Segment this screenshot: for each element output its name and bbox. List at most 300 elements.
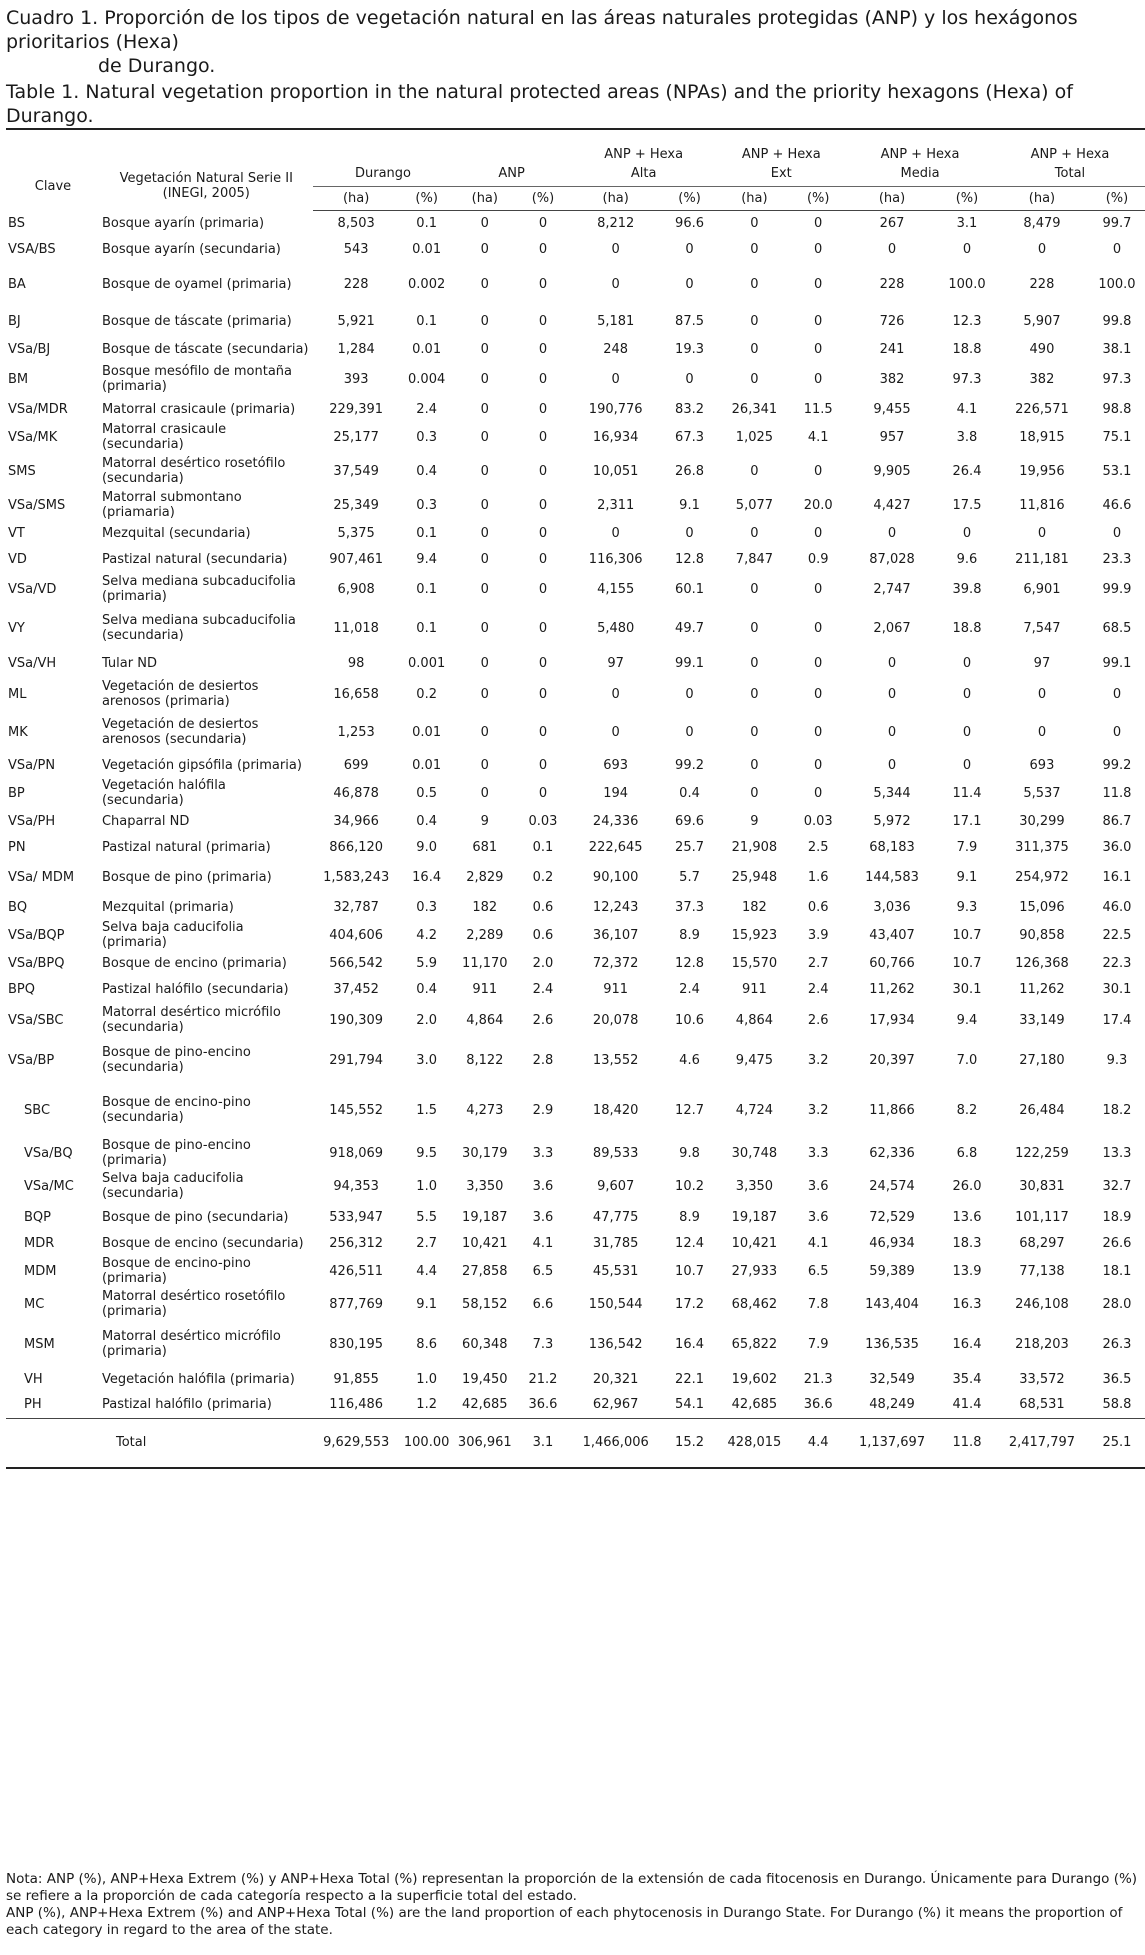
cell-hectares: 4,155 bbox=[597, 581, 635, 597]
cell-percent: 0 bbox=[685, 276, 694, 292]
cell-hectares: 0 bbox=[750, 655, 759, 671]
cell-percent: 0.03 bbox=[803, 813, 833, 829]
cell-hectares: 0 bbox=[750, 525, 759, 541]
cell-percent: 0 bbox=[814, 371, 823, 387]
row-vegetation-name: Matorral submontano (priamaria) bbox=[101, 490, 242, 520]
cell-percent: 38.1 bbox=[1102, 341, 1132, 357]
cell-hectares: 693 bbox=[603, 757, 629, 773]
cell-hectares: 0 bbox=[611, 525, 620, 541]
row-code: VY bbox=[8, 620, 25, 636]
cell-hectares: 19,450 bbox=[462, 1371, 508, 1387]
cell-hectares: 34,966 bbox=[333, 813, 379, 829]
cell-hectares: 31,785 bbox=[592, 1235, 639, 1251]
cell-percent: 0.01 bbox=[412, 757, 442, 773]
cell-hectares: 11,170 bbox=[462, 955, 508, 971]
cell-hectares: 94,353 bbox=[333, 1178, 379, 1194]
cell-hectares: 37,452 bbox=[333, 981, 379, 997]
cell-percent: 3.3 bbox=[807, 1145, 829, 1161]
cell-hectares: 19,602 bbox=[731, 1371, 778, 1387]
table-row bbox=[6, 752, 1145, 778]
cell-hectares: 68,462 bbox=[731, 1296, 778, 1312]
cell-hectares: 19,187 bbox=[462, 1209, 508, 1225]
cell-percent: 10.6 bbox=[675, 1012, 704, 1028]
cell-hectares: 0 bbox=[1037, 241, 1047, 257]
cell-percent: 6.8 bbox=[956, 1145, 978, 1161]
header-vegetacion bbox=[100, 162, 313, 210]
cell-hectares: 32,787 bbox=[333, 899, 379, 915]
header-durango: Durango bbox=[313, 162, 454, 186]
cell-hectares: 699 bbox=[343, 757, 369, 773]
header-clave: Clave bbox=[34, 178, 72, 194]
cell-percent: 0.9 bbox=[807, 551, 829, 567]
cell-percent: 0.03 bbox=[528, 813, 558, 829]
header-unit-pct: (%) bbox=[400, 186, 454, 210]
cell-hectares: 42,685 bbox=[462, 1397, 508, 1413]
cell-hectares: 122,259 bbox=[1015, 1145, 1069, 1161]
cell-percent: 0.01 bbox=[412, 724, 442, 740]
row-code: VSa/MC bbox=[24, 1178, 74, 1194]
cell-hectares: 77,138 bbox=[1019, 1263, 1065, 1279]
cell-hectares: 30,831 bbox=[1019, 1178, 1065, 1194]
cell-hectares: 957 bbox=[879, 429, 905, 445]
cell-hectares: 0 bbox=[887, 655, 897, 671]
cell-hectares: 0 bbox=[1037, 724, 1047, 740]
note-english: ANP (%), ANP+Hexa Extrem (%) and ANP+Hexa Total (%) are the land proportion of each phytocenosis in Durango State. For Durango (%) it means the proportion of each category in regard to the area of the state. bbox=[6, 1905, 1123, 1938]
cell-hectares: 866,120 bbox=[329, 839, 384, 855]
total-row bbox=[6, 1418, 1145, 1468]
row-code: VSa/BQP bbox=[8, 927, 65, 943]
cell-percent: 12.8 bbox=[675, 551, 704, 567]
cell-hectares: 90,100 bbox=[592, 869, 639, 885]
cell-hectares: 6,908 bbox=[337, 581, 375, 597]
cell-percent: 0 bbox=[814, 785, 823, 801]
row-code: BPQ bbox=[8, 981, 35, 997]
cell-percent: 17.1 bbox=[952, 813, 982, 829]
cell-percent: 0.3 bbox=[416, 899, 437, 915]
row-code: VSa/BP bbox=[8, 1052, 55, 1068]
cell-percent: 17.4 bbox=[1102, 1012, 1132, 1028]
cell-percent: 7.8 bbox=[807, 1296, 829, 1312]
table-body bbox=[6, 210, 1145, 1468]
cell-hectares: 25,349 bbox=[333, 497, 379, 513]
cell-hectares: 136,542 bbox=[588, 1336, 643, 1352]
cell-hectares: 9,905 bbox=[873, 463, 911, 479]
row-code: BM bbox=[8, 371, 29, 387]
cell-hectares: 4,724 bbox=[735, 1102, 774, 1118]
cell-percent: 54.1 bbox=[675, 1397, 704, 1413]
row-vegetation-name: Pastizal halófilo (secundaria) bbox=[101, 981, 289, 997]
cell-percent: 0 bbox=[685, 525, 694, 541]
table-note bbox=[6, 1871, 1141, 1939]
caption-spanish-line1: Cuadro 1. Proporción de los tipos de vegetación natural en las áreas naturales protegidas (ANP) y los hexágonos prioritarios (Hexa) bbox=[6, 7, 1078, 53]
cell-percent: 28.0 bbox=[1102, 1296, 1132, 1312]
cell-percent: 58.8 bbox=[1102, 1397, 1132, 1413]
total-percent: 11.8 bbox=[939, 1418, 995, 1468]
cell-hectares: 228 bbox=[879, 276, 905, 292]
cell-percent: 0 bbox=[814, 581, 823, 597]
total-hectares: 1,137,697 bbox=[845, 1418, 939, 1468]
row-vegetation-name: Mezquital (secundaria) bbox=[101, 525, 251, 541]
row-vegetation-name: Bosque de encino-pino (secundaria) bbox=[101, 1095, 251, 1125]
cell-percent: 18.2 bbox=[1102, 1102, 1132, 1118]
cell-hectares: 5,480 bbox=[597, 620, 635, 636]
cell-percent: 8.9 bbox=[679, 1209, 700, 1225]
cell-percent: 0.1 bbox=[416, 581, 437, 597]
cell-hectares: 26,484 bbox=[1019, 1102, 1065, 1118]
table-row bbox=[6, 572, 1145, 606]
cell-hectares: 60,766 bbox=[869, 955, 915, 971]
cell-percent: 11.8 bbox=[1102, 785, 1132, 801]
cell-percent: 16.4 bbox=[675, 1336, 704, 1352]
cell-hectares: 15,923 bbox=[731, 927, 778, 943]
cell-hectares: 0 bbox=[480, 371, 489, 387]
cell-hectares: 256,312 bbox=[329, 1235, 384, 1251]
cell-hectares: 9,475 bbox=[735, 1052, 774, 1068]
cell-percent: 32.7 bbox=[1102, 1178, 1132, 1194]
cell-percent: 0 bbox=[814, 313, 823, 329]
cell-hectares: 10,421 bbox=[462, 1235, 508, 1251]
cell-percent: 0 bbox=[538, 551, 548, 567]
cell-percent: 3.1 bbox=[956, 215, 978, 231]
row-vegetation-name: Bosque de pino-encino (primaria) bbox=[101, 1138, 251, 1168]
cell-hectares: 190,776 bbox=[588, 401, 643, 417]
cell-hectares: 68,183 bbox=[869, 839, 915, 855]
cell-percent: 10.2 bbox=[675, 1178, 704, 1194]
cell-percent: 9.4 bbox=[956, 1012, 978, 1028]
row-vegetation-name: Bosque de encino (primaria) bbox=[101, 955, 287, 971]
row-code: SMS bbox=[8, 463, 36, 479]
cell-percent: 12.7 bbox=[675, 1102, 704, 1118]
cell-hectares: 0 bbox=[887, 686, 897, 702]
cell-hectares: 90,858 bbox=[1019, 927, 1065, 943]
table-row bbox=[6, 950, 1145, 976]
cell-percent: 36.6 bbox=[803, 1397, 833, 1413]
cell-percent: 30.1 bbox=[1102, 981, 1132, 997]
cell-percent: 2.6 bbox=[532, 1012, 554, 1028]
cell-percent: 0 bbox=[814, 655, 823, 671]
row-vegetation-name: Bosque de oyamel (primaria) bbox=[101, 276, 292, 292]
cell-percent: 4.6 bbox=[679, 1052, 700, 1068]
total-hectares: 1,466,006 bbox=[570, 1418, 662, 1468]
cell-hectares: 27,858 bbox=[462, 1263, 508, 1279]
cell-percent: 9.0 bbox=[416, 839, 437, 855]
cell-percent: 83.2 bbox=[675, 401, 704, 417]
cell-percent: 0.004 bbox=[408, 371, 446, 387]
cell-percent: 9.3 bbox=[956, 899, 978, 915]
cell-percent: 46.0 bbox=[1102, 899, 1132, 915]
cell-hectares: 42,685 bbox=[731, 1397, 778, 1413]
cell-percent: 11.4 bbox=[952, 785, 982, 801]
cell-percent: 0 bbox=[538, 371, 548, 387]
cell-hectares: 382 bbox=[1029, 371, 1055, 387]
header-unit-pct: (%) bbox=[516, 186, 570, 210]
cell-percent: 39.8 bbox=[952, 581, 982, 597]
cell-percent: 99.9 bbox=[1102, 581, 1132, 597]
cell-percent: 18.9 bbox=[1102, 1209, 1132, 1225]
cell-hectares: 60,348 bbox=[462, 1336, 508, 1352]
cell-percent: 26.4 bbox=[952, 463, 982, 479]
header-alta: Alta bbox=[570, 162, 718, 186]
cell-percent: 3.2 bbox=[807, 1052, 829, 1068]
cell-percent: 16.4 bbox=[952, 1336, 982, 1352]
row-vegetation-name: Selva baja caducifolia (secundaria) bbox=[101, 1171, 244, 1201]
row-vegetation-name: Mezquital (primaria) bbox=[101, 899, 234, 915]
cell-percent: 0 bbox=[538, 655, 548, 671]
cell-hectares: 5,921 bbox=[337, 313, 375, 329]
row-code: VSa/MK bbox=[8, 429, 58, 445]
row-code: SBC bbox=[24, 1102, 51, 1118]
table-row bbox=[6, 808, 1145, 834]
cell-hectares: 0 bbox=[1037, 525, 1047, 541]
cell-hectares: 33,149 bbox=[1019, 1012, 1065, 1028]
cell-hectares: 91,855 bbox=[333, 1371, 379, 1387]
header-vegetacion-line2: (INEGI, 2005) bbox=[162, 186, 250, 201]
header-anp-hexa-media-group: ANP + Hexa bbox=[845, 129, 995, 162]
cell-percent: 9.4 bbox=[416, 551, 437, 567]
row-vegetation-name: Selva mediana subcaducifolia (secundaria) bbox=[101, 613, 296, 643]
cell-hectares: 3,350 bbox=[466, 1178, 504, 1194]
cell-percent: 0.01 bbox=[412, 241, 442, 257]
cell-hectares: 0 bbox=[480, 785, 489, 801]
cell-hectares: 0 bbox=[611, 241, 620, 257]
cell-hectares: 0 bbox=[480, 241, 489, 257]
cell-hectares: 0 bbox=[480, 655, 489, 671]
row-code: BQ bbox=[8, 899, 28, 915]
cell-percent: 3.6 bbox=[807, 1209, 829, 1225]
cell-percent: 3.6 bbox=[532, 1178, 554, 1194]
cell-hectares: 4,427 bbox=[873, 497, 911, 513]
cell-hectares: 32,549 bbox=[869, 1371, 915, 1387]
cell-hectares: 3,036 bbox=[873, 899, 911, 915]
cell-hectares: 16,934 bbox=[592, 429, 639, 445]
cell-percent: 0 bbox=[538, 620, 548, 636]
cell-hectares: 229,391 bbox=[329, 401, 384, 417]
header-anp-hexa-alta-group: ANP + Hexa bbox=[570, 129, 718, 162]
row-code: VSa/PH bbox=[8, 813, 56, 829]
table-row bbox=[6, 1286, 1145, 1322]
row-vegetation-name: Vegetación de desiertos arenosos (secundaria) bbox=[101, 717, 259, 747]
cell-hectares: 693 bbox=[1029, 757, 1055, 773]
cell-percent: 0 bbox=[538, 525, 548, 541]
cell-percent: 0 bbox=[962, 241, 972, 257]
cell-hectares: 0 bbox=[480, 463, 489, 479]
cell-hectares: 0 bbox=[887, 757, 897, 773]
cell-percent: 100.0 bbox=[948, 276, 986, 292]
cell-hectares: 9,607 bbox=[597, 1178, 635, 1194]
cell-hectares: 9 bbox=[480, 813, 489, 829]
row-vegetation-name: Bosque de táscate (secundaria) bbox=[101, 341, 309, 357]
cell-percent: 0.1 bbox=[416, 525, 437, 541]
table-header bbox=[6, 129, 1145, 210]
table-row bbox=[6, 396, 1145, 422]
cell-hectares: 393 bbox=[343, 371, 369, 387]
cell-percent: 6.6 bbox=[532, 1296, 554, 1312]
cell-percent: 36.5 bbox=[1102, 1371, 1132, 1387]
cell-percent: 0 bbox=[538, 313, 548, 329]
cell-hectares: 65,822 bbox=[731, 1336, 778, 1352]
cell-percent: 2.4 bbox=[679, 981, 700, 997]
cell-percent: 0 bbox=[962, 525, 972, 541]
cell-percent: 37.3 bbox=[675, 899, 704, 915]
table-row bbox=[6, 210, 1145, 236]
cell-hectares: 20,078 bbox=[592, 1012, 639, 1028]
row-vegetation-name: Matorral crasicaule (primaria) bbox=[101, 401, 296, 417]
cell-percent: 5.7 bbox=[679, 869, 700, 885]
total-percent: 100.00 bbox=[400, 1418, 454, 1468]
cell-percent: 8.2 bbox=[956, 1102, 978, 1118]
cell-percent: 9.1 bbox=[679, 497, 700, 513]
cell-percent: 67.3 bbox=[675, 429, 704, 445]
cell-percent: 60.1 bbox=[675, 581, 704, 597]
cell-hectares: 0 bbox=[480, 620, 489, 636]
cell-percent: 26.0 bbox=[952, 1178, 982, 1194]
cell-percent: 22.1 bbox=[675, 1371, 704, 1387]
cell-hectares: 0 bbox=[480, 724, 489, 740]
cell-hectares: 11,262 bbox=[869, 981, 915, 997]
cell-hectares: 0 bbox=[480, 215, 489, 231]
cell-hectares: 9,455 bbox=[873, 401, 911, 417]
cell-percent: 0 bbox=[538, 581, 548, 597]
caption-english: Table 1. Natural vegetation proportion in the natural protected areas (NPAs) and the priority hexagons (Hexa) of Durango. bbox=[6, 81, 1073, 127]
cell-percent: 10.7 bbox=[952, 927, 982, 943]
table-row bbox=[6, 778, 1145, 808]
cell-hectares: 5,907 bbox=[1023, 313, 1061, 329]
row-code: PH bbox=[24, 1397, 42, 1413]
cell-percent: 9.6 bbox=[956, 551, 978, 567]
row-vegetation-name: Vegetación halófila (primaria) bbox=[101, 1371, 295, 1387]
cell-hectares: 0 bbox=[480, 497, 489, 513]
table-row bbox=[6, 676, 1145, 712]
cell-percent: 6.5 bbox=[807, 1263, 829, 1279]
cell-percent: 2.6 bbox=[807, 1012, 829, 1028]
cell-hectares: 0 bbox=[480, 551, 489, 567]
total-hectares: 428,015 bbox=[718, 1418, 792, 1468]
cell-percent: 7.9 bbox=[956, 839, 978, 855]
cell-percent: 3.0 bbox=[416, 1052, 437, 1068]
cell-percent: 68.5 bbox=[1102, 620, 1132, 636]
cell-hectares: 6,901 bbox=[1023, 581, 1061, 597]
row-vegetation-name: Vegetación de desiertos arenosos (primaria) bbox=[101, 679, 259, 709]
cell-percent: 17.2 bbox=[675, 1296, 704, 1312]
row-vegetation-name: Pastizal natural (secundaria) bbox=[101, 551, 288, 567]
cell-hectares: 2,829 bbox=[466, 869, 504, 885]
table-row bbox=[6, 1322, 1145, 1366]
cell-percent: 0 bbox=[1112, 241, 1122, 257]
row-code: VSa/ MDM bbox=[8, 869, 75, 885]
cell-percent: 99.8 bbox=[1102, 313, 1132, 329]
cell-percent: 96.6 bbox=[675, 215, 704, 231]
cell-hectares: 144,583 bbox=[865, 869, 919, 885]
cell-percent: 0 bbox=[685, 241, 694, 257]
cell-hectares: 89,533 bbox=[592, 1145, 639, 1161]
cell-hectares: 27,180 bbox=[1019, 1052, 1065, 1068]
row-code: VSa/BJ bbox=[8, 341, 51, 357]
cell-hectares: 21,908 bbox=[731, 839, 778, 855]
caption-spanish-line2: de Durango. bbox=[98, 55, 216, 77]
cell-hectares: 18,420 bbox=[592, 1102, 639, 1118]
cell-hectares: 20,321 bbox=[592, 1371, 639, 1387]
table-row bbox=[6, 452, 1145, 490]
cell-percent: 86.7 bbox=[1102, 813, 1132, 829]
cell-percent: 12.8 bbox=[675, 955, 704, 971]
cell-hectares: 241 bbox=[879, 341, 905, 357]
vegetation-table bbox=[6, 128, 1145, 1469]
row-code: BP bbox=[8, 785, 25, 801]
row-vegetation-name: Bosque ayarín (primaria) bbox=[101, 215, 265, 231]
cell-hectares: 0 bbox=[480, 581, 489, 597]
table-row bbox=[6, 422, 1145, 452]
header-unit-pct: (%) bbox=[939, 186, 995, 210]
header-unit-pct: (%) bbox=[791, 186, 845, 210]
cell-percent: 4.4 bbox=[416, 1263, 437, 1279]
cell-hectares: 0 bbox=[750, 276, 759, 292]
table-row bbox=[6, 606, 1145, 650]
cell-percent: 26.3 bbox=[1102, 1336, 1132, 1352]
cell-percent: 4.1 bbox=[532, 1235, 554, 1251]
total-percent: 3.1 bbox=[516, 1418, 570, 1468]
cell-hectares: 0 bbox=[480, 757, 489, 773]
table-row bbox=[6, 1038, 1145, 1082]
cell-percent: 4.2 bbox=[416, 927, 437, 943]
cell-percent: 99.2 bbox=[675, 757, 704, 773]
cell-percent: 2.7 bbox=[807, 955, 829, 971]
cell-percent: 13.3 bbox=[1102, 1145, 1132, 1161]
cell-hectares: 25,948 bbox=[731, 869, 778, 885]
row-vegetation-name: Bosque ayarín (secundaria) bbox=[101, 241, 281, 257]
header-total: Total bbox=[995, 162, 1145, 186]
cell-percent: 13.6 bbox=[952, 1209, 982, 1225]
header-ext: Ext bbox=[718, 162, 846, 186]
cell-hectares: 182 bbox=[742, 899, 767, 915]
table-row bbox=[6, 834, 1145, 860]
cell-percent: 0 bbox=[538, 463, 548, 479]
cell-percent: 9.3 bbox=[1106, 1052, 1128, 1068]
cell-hectares: 19,187 bbox=[731, 1209, 778, 1225]
cell-percent: 22.3 bbox=[1102, 955, 1132, 971]
cell-percent: 5.9 bbox=[416, 955, 437, 971]
header-unit-ha: (ha) bbox=[718, 186, 792, 210]
cell-hectares: 59,389 bbox=[869, 1263, 915, 1279]
table-row bbox=[6, 1168, 1145, 1204]
cell-hectares: 36,107 bbox=[592, 927, 639, 943]
row-code: VH bbox=[24, 1371, 43, 1387]
cell-hectares: 1,025 bbox=[735, 429, 774, 445]
row-code: VSa/VD bbox=[8, 581, 57, 597]
cell-hectares: 222,645 bbox=[588, 839, 643, 855]
cell-percent: 3.3 bbox=[532, 1145, 554, 1161]
cell-hectares: 4,273 bbox=[466, 1102, 504, 1118]
cell-percent: 3.2 bbox=[807, 1102, 829, 1118]
total-percent: 4.4 bbox=[791, 1418, 845, 1468]
cell-percent: 0 bbox=[538, 241, 548, 257]
cell-hectares: 25,177 bbox=[333, 429, 379, 445]
table-caption bbox=[6, 6, 1141, 128]
cell-percent: 0 bbox=[962, 724, 972, 740]
cell-percent: 2.0 bbox=[416, 1012, 437, 1028]
cell-percent: 99.1 bbox=[1102, 655, 1132, 671]
row-code: MSM bbox=[24, 1336, 55, 1352]
cell-percent: 7.9 bbox=[807, 1336, 829, 1352]
cell-percent: 3.8 bbox=[956, 429, 978, 445]
table-row bbox=[6, 1256, 1145, 1286]
cell-percent: 0 bbox=[538, 215, 548, 231]
cell-hectares: 3,350 bbox=[735, 1178, 774, 1194]
cell-hectares: 9 bbox=[750, 813, 759, 829]
cell-hectares: 72,529 bbox=[869, 1209, 915, 1225]
row-vegetation-name: Matorral desértico micrófilo (primaria) bbox=[101, 1329, 281, 1359]
cell-percent: 7.3 bbox=[532, 1336, 554, 1352]
cell-percent: 0 bbox=[538, 497, 548, 513]
